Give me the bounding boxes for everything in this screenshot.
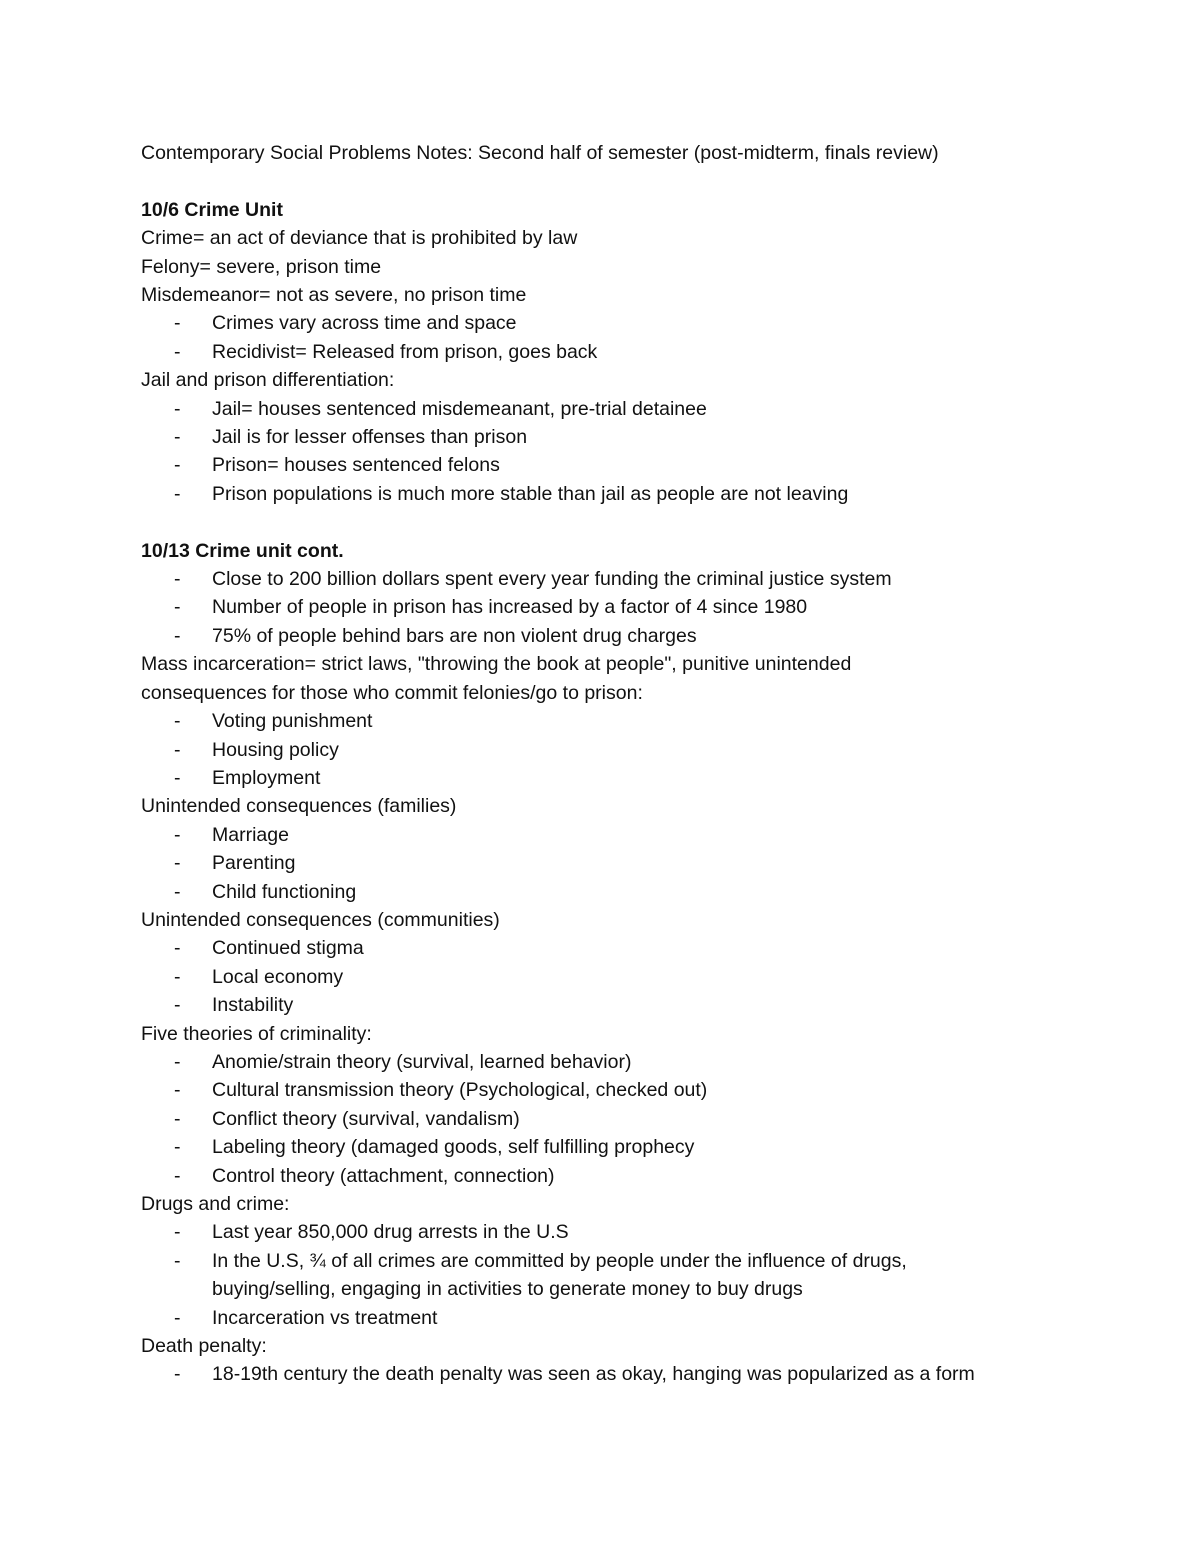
- bullet-dash: -: [174, 766, 181, 789]
- list-item-text: Jail is for lesser offenses than prison: [212, 426, 528, 449]
- bullet-dash: -: [174, 624, 181, 647]
- bullet-dash: -: [174, 880, 181, 903]
- definition-misdemeanor: Misdemeanor= not as severe, no prison time: [141, 284, 527, 307]
- bullet-dash: -: [174, 1079, 181, 1102]
- list-item: [141, 451, 1081, 479]
- list-item-text: Employment: [212, 766, 321, 789]
- bullet-dash: -: [174, 710, 181, 733]
- bullet-dash: -: [174, 1136, 181, 1159]
- drugs-crime-label: Drugs and crime:: [141, 1193, 290, 1215]
- list-item-text: Crimes vary across time and space: [212, 312, 517, 335]
- bullet-dash: -: [174, 994, 181, 1017]
- list-item-text: Prison= houses sentenced felons: [212, 454, 500, 477]
- list-item: [141, 1048, 1081, 1076]
- list-item-text: Continued stigma: [212, 937, 364, 960]
- list-item-text-continued: buying/selling, engaging in activities to generate money to buy drugs: [212, 1278, 803, 1301]
- list-item-text: Recidivist= Released from prison, goes back: [212, 340, 598, 363]
- list-item: [141, 1076, 1081, 1104]
- bullet-dash: -: [174, 1249, 181, 1272]
- theories-label: Five theories of criminality:: [141, 1022, 372, 1045]
- bullet-dash: -: [174, 482, 181, 505]
- mass-incarceration-line-1: Mass incarceration= strict laws, "throwing the book at people", punitive unintended: [141, 653, 852, 676]
- list-item-text: Housing policy: [212, 738, 339, 761]
- list-item: [141, 565, 1081, 593]
- jail-prison-label: Jail and prison differentiation:: [141, 369, 395, 392]
- document-title: Contemporary Social Problems Notes: Second half of semester (post-midterm, finals review): [141, 142, 939, 164]
- bullet-dash: -: [174, 340, 181, 363]
- bullet-dash: -: [174, 1363, 181, 1386]
- crime-stats-bullet-list: [141, 565, 1081, 650]
- list-item: [141, 1247, 1081, 1304]
- list-item: [141, 338, 1081, 366]
- list-item-text: Number of people in prison has increased by a factor of 4 since 1980: [212, 596, 808, 619]
- bullet-dash: -: [174, 823, 181, 846]
- list-item: [141, 1360, 1081, 1388]
- list-item-text: Jail= houses sentenced misdemeanant, pre-trial detainee: [212, 397, 707, 420]
- list-item-text: Conflict theory (survival, vandalism): [212, 1107, 520, 1130]
- communities-bullet-list: [141, 934, 1081, 1019]
- definition-crime: Crime= an act of deviance that is prohibited by law: [141, 227, 578, 250]
- list-item-text: Anomie/strain theory (survival, learned behavior): [212, 1050, 632, 1073]
- list-item: [141, 821, 1081, 849]
- bullet-dash: -: [174, 426, 181, 449]
- list-item-text: Labeling theory (damaged goods, self fulfilling prophecy: [212, 1136, 695, 1159]
- bullet-dash: -: [174, 738, 181, 761]
- bullet-dash: -: [174, 965, 181, 988]
- section-heading-crime-unit: 10/6 Crime Unit: [141, 198, 283, 221]
- list-item: [141, 849, 1081, 877]
- list-item-text: Incarceration vs treatment: [212, 1306, 438, 1329]
- bullet-dash: -: [174, 1050, 181, 1073]
- list-item-text: Prison populations is much more stable than jail as people are not leaving: [212, 482, 849, 505]
- list-item: [141, 934, 1081, 962]
- list-item-text: Close to 200 billion dollars spent every year funding the criminal justice system: [212, 568, 892, 591]
- list-item: [141, 764, 1081, 792]
- list-item-text: In the U.S, ¾ of all crimes are committed by people under the influence of drugs,: [212, 1249, 907, 1272]
- list-item: [141, 1162, 1081, 1190]
- list-item: [141, 309, 1081, 337]
- death-penalty-bullet-list: [141, 1360, 1081, 1388]
- list-item: [141, 736, 1081, 764]
- communities-consequences-label: Unintended consequences (communities): [141, 908, 500, 931]
- list-item-text: Instability: [212, 994, 294, 1017]
- bullet-dash: -: [174, 397, 181, 420]
- bullet-dash: -: [174, 937, 181, 960]
- bullet-dash: -: [174, 1221, 181, 1244]
- list-item: [141, 622, 1081, 650]
- list-item-text: Parenting: [212, 852, 296, 875]
- bullet-dash: -: [174, 568, 181, 591]
- list-item-text: Cultural transmission theory (Psychological, checked out): [212, 1079, 708, 1102]
- bullet-dash: -: [174, 596, 181, 619]
- theories-bullet-list: [141, 1048, 1081, 1190]
- bullet-dash: -: [174, 312, 181, 335]
- bullet-dash: -: [174, 454, 181, 477]
- blank-line: [141, 167, 1081, 195]
- mass-incarceration-line-2: consequences for those who commit felonies/go to prison:: [141, 681, 643, 704]
- list-item: [141, 1105, 1081, 1133]
- list-item-text: Local economy: [212, 965, 344, 988]
- mass-incarceration-bullet-list: [141, 707, 1081, 792]
- list-item-text: Control theory (attachment, connection): [212, 1164, 555, 1187]
- bullet-dash: -: [174, 1164, 181, 1187]
- list-item: [141, 707, 1081, 735]
- list-item: [141, 593, 1081, 621]
- list-item: [141, 991, 1081, 1019]
- bullet-dash: -: [174, 852, 181, 875]
- list-item: [141, 480, 1081, 508]
- list-item: [141, 1133, 1081, 1161]
- list-item-text: 18-19th century the death penalty was seen as okay, hanging was popularized as a form: [212, 1363, 975, 1386]
- blank-line: [141, 508, 1081, 536]
- bullet-dash: -: [174, 1107, 181, 1130]
- definition-felony: Felony= severe, prison time: [141, 255, 382, 278]
- list-item: [141, 1304, 1081, 1332]
- document-body: [141, 139, 1081, 1389]
- list-item: [141, 1218, 1081, 1246]
- list-item: [141, 423, 1081, 451]
- families-consequences-label: Unintended consequences (families): [141, 795, 457, 818]
- list-item-text: Last year 850,000 drug arrests in the U.S: [212, 1221, 569, 1244]
- misdemeanor-bullet-list: [141, 309, 1081, 366]
- list-item-text: Child functioning: [212, 880, 357, 903]
- drugs-bullet-list: [141, 1218, 1081, 1332]
- death-penalty-label: Death penalty:: [141, 1335, 267, 1358]
- list-item: [141, 395, 1081, 423]
- list-item: [141, 963, 1081, 991]
- families-bullet-list: [141, 821, 1081, 906]
- jail-prison-bullet-list: [141, 395, 1081, 509]
- list-item: [141, 878, 1081, 906]
- bullet-dash: -: [174, 1306, 181, 1329]
- list-item-text: Voting punishment: [212, 710, 373, 733]
- section-heading-crime-unit-cont: 10/13 Crime unit cont.: [141, 539, 344, 562]
- list-item-text: 75% of people behind bars are non violent drug charges: [212, 624, 697, 647]
- list-item-text: Marriage: [212, 823, 289, 846]
